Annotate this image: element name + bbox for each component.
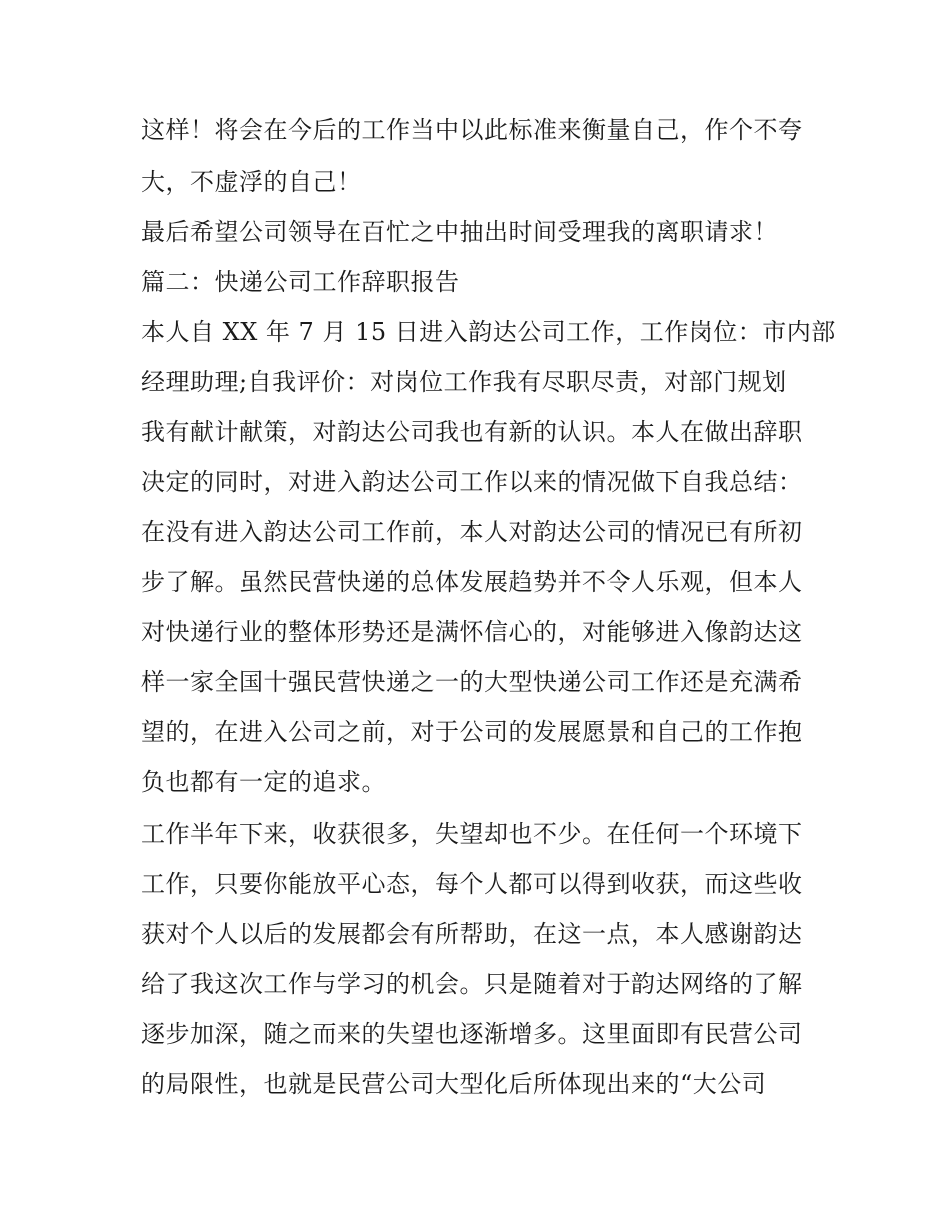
text-line: 我有献计献策，对韵达公司我也有新的认识。本人在做出辞职 [141,418,803,446]
text-line: 负也都有一定的追求。 [141,768,386,796]
text-line: 工作半年下来，收获很多，失望却也不少。在任何一个环境下 [141,820,803,848]
text-line: 望的，在进入公司之前，对于公司的发展愿景和自己的工作抱 [141,718,803,746]
text-line: 最后希望公司领导在百忙之中抽出时间受理我的离职请求！ [141,218,778,246]
text-line: 这样！将会在今后的工作当中以此标准来衡量自己，作个不夸 [141,116,803,144]
text-line: 的局限性，也就是民营公司大型化后所体现出来的“大公司 [141,1070,767,1098]
text-line: 经理助理;自我评价：对岗位工作我有尽职尽责，对部门规划 [141,368,787,396]
text-line: 获对个人以后的发展都会有所帮助，在这一点，本人感谢韵达 [141,920,803,948]
text-line: 在没有进入韵达公司工作前，本人对韵达公司的情况已有所初 [141,518,803,546]
text-line: 步了解。虽然民营快递的总体发展趋势并不令人乐观，但本人 [141,568,803,596]
text-line: 给了我这次工作与学习的机会。只是随着对于韵达网络的了解 [141,970,803,998]
text-line: 对快递行业的整体形势还是满怀信心的，对能够进入像韵达这 [141,618,803,646]
text-line: 逐步加深，随之而来的失望也逐渐增多。这里面即有民营公司 [141,1020,803,1048]
text-line: 本人自 XX 年 7 月 15 日进入韵达公司工作，工作岗位：市内部 [141,318,836,346]
section-heading: 篇二：快递公司工作辞职报告 [141,268,460,296]
text-line: 工作，只要你能放平心态，每个人都可以得到收获，而这些收 [141,870,803,898]
text-line: 决定的同时，对进入韵达公司工作以来的情况做下自我总结： [141,468,803,496]
text-line: 样一家全国十强民营快递之一的大型快递公司工作还是充满希 [141,668,803,696]
text-line: 大，不虚浮的自己！ [141,168,362,196]
